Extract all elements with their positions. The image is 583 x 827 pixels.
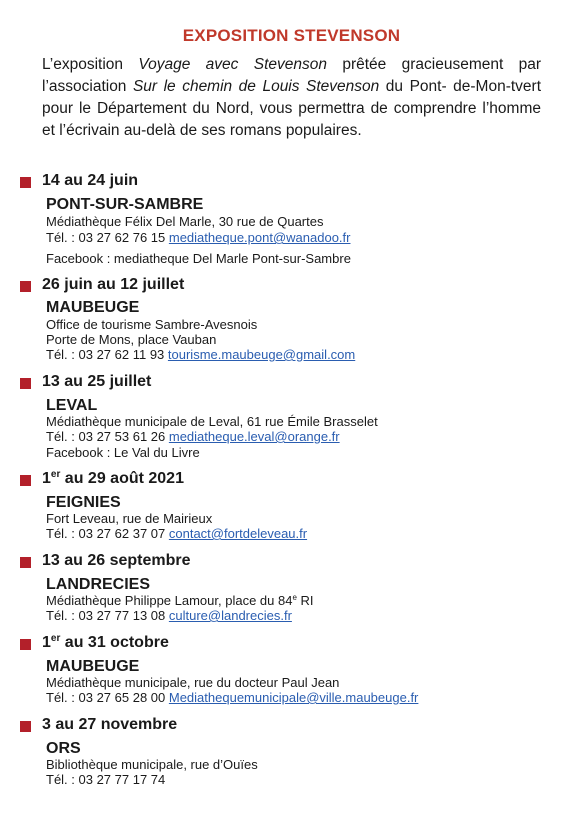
event-address: Fort Leveau, rue de Mairieux bbox=[46, 511, 213, 526]
square-bullet-icon bbox=[20, 557, 31, 568]
square-bullet-icon bbox=[20, 177, 31, 188]
event-phone bbox=[46, 690, 418, 705]
event-address: Médiathèque municipale de Leval, 61 rue Émile Brasselet bbox=[46, 414, 378, 429]
event-email-link[interactable]: culture@landrecies.fr bbox=[168, 608, 292, 623]
event-address: Médiathèque Félix Del Marle, 30 rue de Quartes bbox=[46, 214, 324, 229]
event-phone bbox=[46, 347, 355, 362]
event-address-ordinal: e bbox=[292, 593, 297, 602]
intro-text-1: L’exposition bbox=[42, 56, 139, 73]
event-date: 3 au 27 novembre bbox=[42, 716, 178, 733]
event-email-link[interactable]: mediatheque.leval@orange.fr bbox=[168, 429, 340, 444]
intro-paragraph bbox=[42, 54, 541, 142]
event-city: MAUBEUGE bbox=[46, 658, 140, 675]
event-phone-text: Tél. : 03 27 62 11 93 bbox=[46, 347, 168, 362]
square-bullet-icon bbox=[20, 475, 31, 486]
intro-emphasis-1: Voyage avec Stevenson bbox=[138, 56, 327, 73]
event-email-link[interactable]: tourisme.maubeuge@gmail.com bbox=[167, 347, 356, 362]
event-date bbox=[42, 634, 169, 652]
event-date: 13 au 25 juillet bbox=[42, 373, 152, 390]
event-address bbox=[46, 593, 314, 608]
event-date bbox=[42, 470, 184, 488]
event-date-ordinal: er bbox=[50, 469, 61, 480]
event-facebook: Facebook : Le Val du Livre bbox=[46, 445, 200, 460]
event-email-link[interactable]: mediatheque.pont@wanadoo.fr bbox=[168, 230, 351, 245]
event-phone bbox=[46, 526, 307, 541]
event-email-link[interactable]: contact@fortdeleveau.fr bbox=[168, 526, 308, 541]
event-date-range: au 31 octobre bbox=[60, 634, 169, 651]
event-date-ordinal: er bbox=[50, 633, 61, 644]
square-bullet-icon bbox=[20, 639, 31, 650]
event-address-line-1: Office de tourisme Sambre-Avesnois bbox=[46, 317, 258, 332]
event-address-line-2: Porte de Mons, place Vauban bbox=[46, 332, 217, 347]
event-date: 13 au 26 septembre bbox=[42, 552, 191, 569]
event-city: LANDRECIES bbox=[46, 576, 151, 593]
event-phone: Tél. : 03 27 77 17 74 bbox=[46, 772, 166, 787]
event-phone bbox=[46, 429, 340, 444]
intro-emphasis-2: Sur le chemin de Louis Stevenson bbox=[132, 78, 380, 95]
event-date: 26 juin au 12 juillet bbox=[42, 276, 185, 293]
event-address: Médiathèque municipale, rue du docteur Paul Jean bbox=[46, 675, 340, 690]
event-email-link[interactable]: Mediathequemunicipale@ville.maubeuge.fr bbox=[168, 690, 419, 705]
event-phone-text: Tél. : 03 27 65 28 00 bbox=[46, 690, 169, 705]
intro-text-3: du Pont- de-Mon-tvert pour le Département du Nord, vous permettra de comprendre l’homme et l’écrivain au-delà de ses romans populaires. bbox=[42, 78, 541, 139]
event-date: 14 au 24 juin bbox=[42, 172, 139, 189]
document-title: EXPOSITION STEVENSON bbox=[182, 26, 401, 45]
event-date-day: 1 bbox=[42, 634, 51, 651]
square-bullet-icon bbox=[20, 378, 31, 389]
event-address-suffix: RI bbox=[296, 593, 314, 608]
event-facebook: Facebook : mediatheque Del Marle Pont-sur-Sambre bbox=[46, 251, 351, 266]
event-phone-text: Tél. : 03 27 77 13 08 bbox=[46, 608, 169, 623]
square-bullet-icon bbox=[20, 721, 31, 732]
event-city: FEIGNIES bbox=[46, 494, 121, 511]
event-date-day: 1 bbox=[42, 470, 51, 487]
event-address: Bibliothèque municipale, rue d’Ouïes bbox=[46, 757, 258, 772]
event-phone bbox=[46, 230, 350, 245]
square-bullet-icon bbox=[20, 281, 31, 292]
intro-text-2: prêtée gracieusement par l’association bbox=[42, 56, 542, 95]
event-address-text: Médiathèque Philippe Lamour, place du 84 bbox=[46, 593, 293, 608]
event-phone-text: Tél. : 03 27 62 76 15 bbox=[46, 230, 169, 245]
event-phone bbox=[46, 608, 292, 623]
event-city: MAUBEUGE bbox=[46, 299, 140, 316]
event-phone-text: Tél. : 03 27 53 61 26 bbox=[46, 429, 169, 444]
event-phone-text: Tél. : 03 27 62 37 07 bbox=[46, 526, 169, 541]
event-city: LEVAL bbox=[46, 397, 98, 414]
event-city: ORS bbox=[46, 740, 81, 757]
event-city: PONT-SUR-SAMBRE bbox=[46, 196, 204, 213]
event-date-range: au 29 août 2021 bbox=[60, 470, 184, 487]
